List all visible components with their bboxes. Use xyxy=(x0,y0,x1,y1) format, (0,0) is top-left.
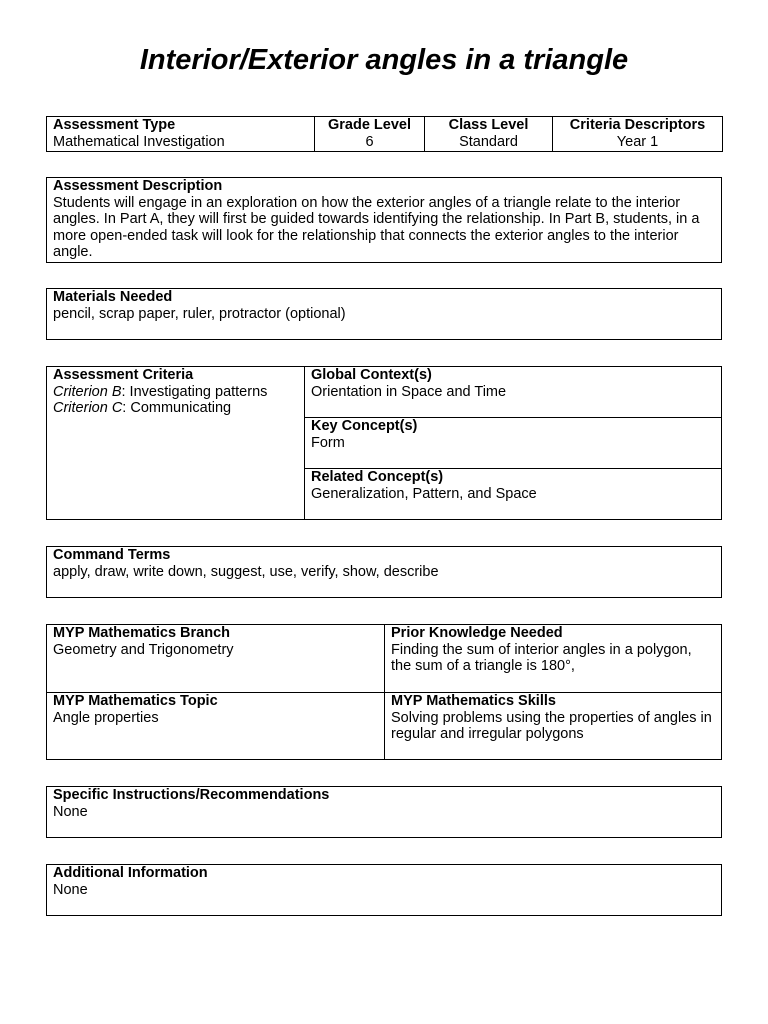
myp-topic-cell xyxy=(47,693,385,759)
materials-needed-text: pencil, scrap paper, ruler, protractor (optional) xyxy=(53,305,346,322)
prior-knowledge-label: Prior Knowledge Needed xyxy=(391,625,563,641)
criterion-item xyxy=(53,400,298,417)
grade-level-label: Grade Level xyxy=(327,117,411,133)
criteria-concepts-table xyxy=(46,366,722,520)
myp-skills-label: MYP Mathematics Skills xyxy=(391,693,556,709)
additional-information-label: Additional Information xyxy=(53,865,208,881)
class-level-value: Standard xyxy=(459,133,518,150)
key-concept-text: Form xyxy=(311,434,345,451)
criterion-description: : Communicating xyxy=(122,400,232,416)
assessment-type-cell xyxy=(47,117,315,152)
assessment-criteria-cell xyxy=(47,367,305,519)
page-title: Interior/Exterior angles in a triangle xyxy=(139,44,629,76)
assessment-description-box xyxy=(46,177,722,263)
related-concept-cell xyxy=(305,469,721,519)
specific-instructions-text: None xyxy=(53,803,88,820)
key-concept-label: Key Concept(s) xyxy=(311,418,418,434)
additional-information-box xyxy=(46,864,722,916)
global-context-label: Global Context(s) xyxy=(311,367,432,383)
grade-level-cell xyxy=(315,117,425,152)
assessment-header-table xyxy=(46,116,722,152)
materials-needed-label: Materials Needed xyxy=(53,289,173,305)
criteria-descriptors-value: Year 1 xyxy=(616,133,659,150)
command-terms-text: apply, draw, write down, suggest, use, verify, show, describe xyxy=(53,563,439,580)
additional-information-text: None xyxy=(53,881,88,898)
criterion-name: Criterion B xyxy=(53,383,122,400)
assessment-type-label: Assessment Type xyxy=(53,117,176,133)
grade-level-value: 6 xyxy=(365,133,374,150)
prior-knowledge-cell xyxy=(385,625,721,693)
specific-instructions-label: Specific Instructions/Recommendations xyxy=(53,787,330,803)
class-level-cell xyxy=(425,117,553,152)
myp-skills-cell xyxy=(385,693,721,759)
materials-needed-box xyxy=(46,288,722,340)
related-concept-text: Generalization, Pattern, and Space xyxy=(311,485,537,502)
myp-branch-label: MYP Mathematics Branch xyxy=(53,625,231,641)
global-context-cell xyxy=(305,367,721,418)
criterion-item xyxy=(53,384,298,401)
related-concept-label: Related Concept(s) xyxy=(311,469,444,485)
global-context-text: Orientation in Space and Time xyxy=(311,383,507,400)
criteria-descriptors-cell xyxy=(553,117,723,152)
myp-branch-text: Geometry and Trigonometry xyxy=(53,641,234,658)
command-terms-box xyxy=(46,546,722,598)
assessment-type-value: Mathematical Investigation xyxy=(53,133,225,150)
command-terms-label: Command Terms xyxy=(53,547,171,563)
criteria-descriptors-label: Criteria Descriptors xyxy=(569,117,706,133)
assessment-criteria-label: Assessment Criteria xyxy=(53,367,194,383)
myp-topic-label: MYP Mathematics Topic xyxy=(53,693,218,709)
assessment-description-label: Assessment Description xyxy=(53,178,223,194)
specific-instructions-box xyxy=(46,786,722,838)
myp-table xyxy=(46,624,722,760)
key-concept-cell xyxy=(305,418,721,469)
criterion-description: : Investigating patterns xyxy=(121,383,268,400)
assessment-description-text: Students will engage in an exploration on how the exterior angles of a triangle relate to the interior angles. In Part A, they will first be guided towards identifying the relationship. In Part B, students, in a more open-ended task will look for the relationship that connects the exterior angles to the interior angle. xyxy=(53,194,700,260)
myp-skills-text: Solving problems using the properties of angles in regular and irregular polygons xyxy=(391,709,712,742)
myp-branch-cell xyxy=(47,625,385,693)
criterion-name: Criterion C xyxy=(53,400,123,416)
myp-topic-text: Angle properties xyxy=(53,709,159,726)
prior-knowledge-text: Finding the sum of interior angles in a polygon, the sum of a triangle is 180°, xyxy=(391,641,692,674)
class-level-label: Class Level xyxy=(448,117,529,133)
